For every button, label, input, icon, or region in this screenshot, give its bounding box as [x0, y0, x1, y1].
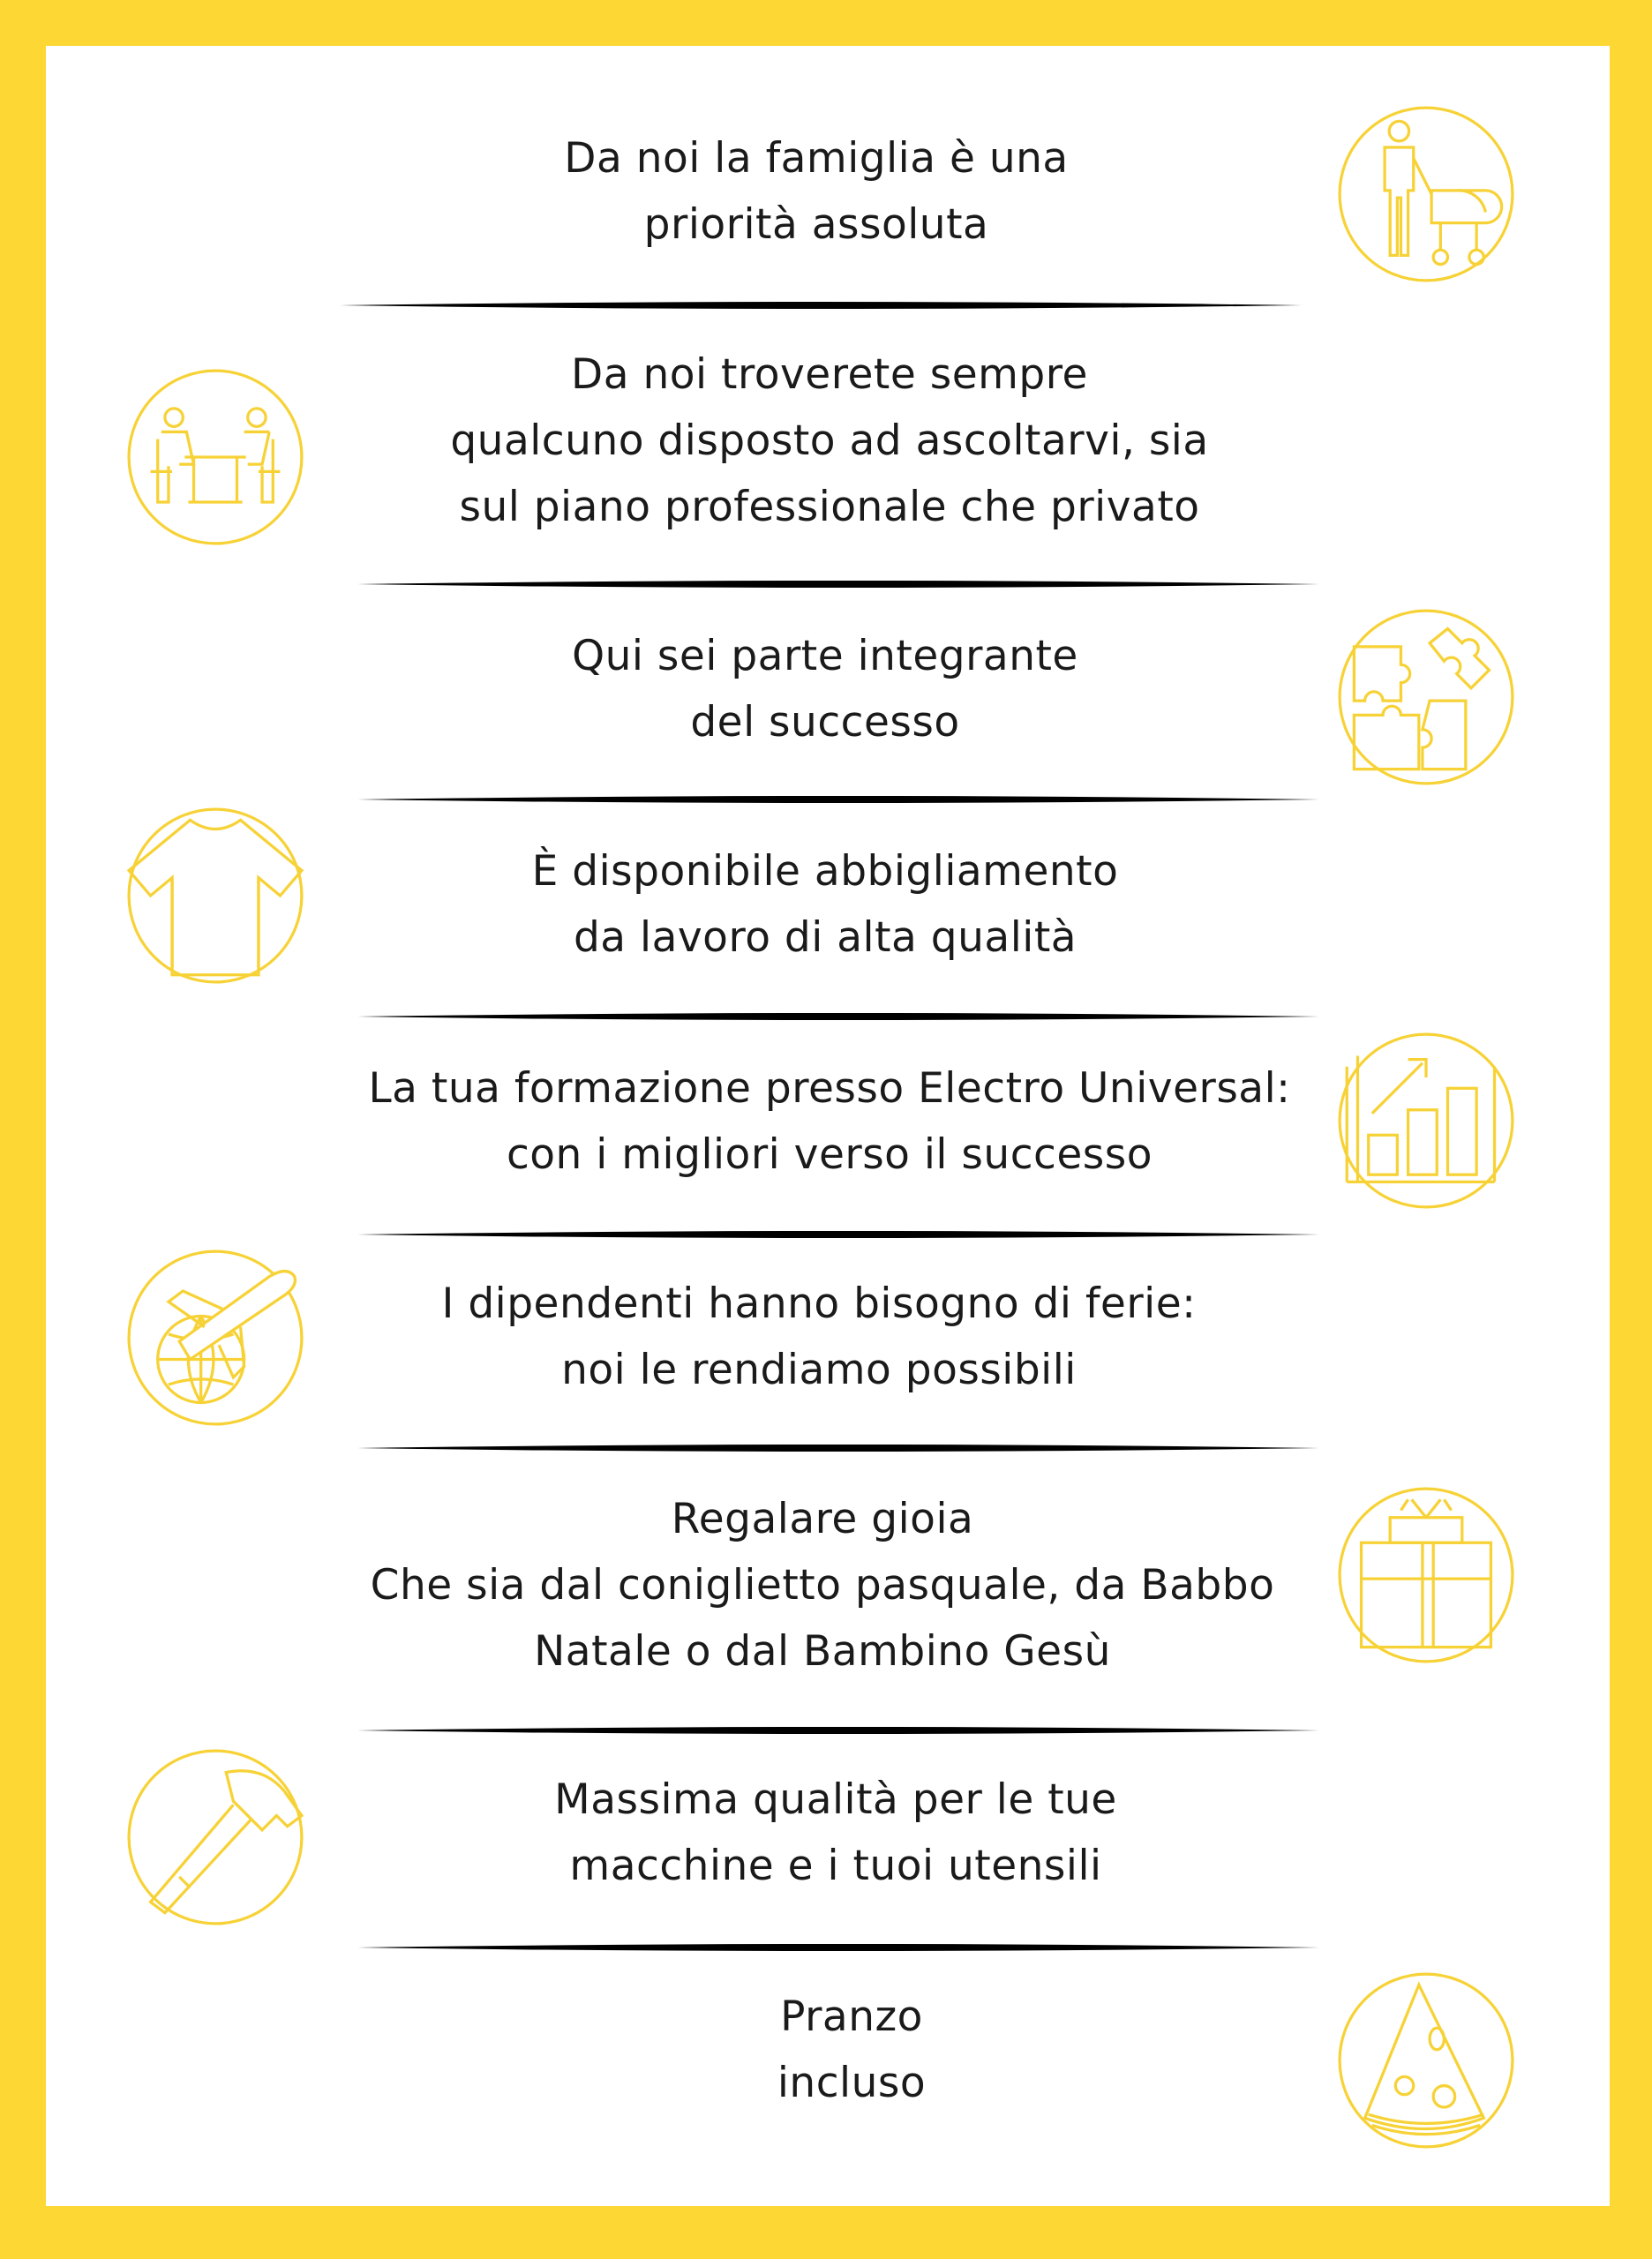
section-divider	[357, 1009, 1319, 1024]
benefit-text-success: Qui sei parte integrante del successo	[572, 632, 1078, 747]
airplane-globe-icon	[125, 1248, 305, 1428]
section-divider	[357, 1441, 1319, 1455]
benefit-text-listening: Da noi troverete sempre qualcuno disposto ad ascoltarvi, sia sul piano professionale che privato	[450, 350, 1209, 531]
pizza-slice-icon	[1336, 1970, 1516, 2150]
benefit-text-vacation: I dipendenti hanno bisogno di ferie: noi le rendiamo possibili	[441, 1280, 1197, 1394]
benefit-text-lunch: Pranzo incluso	[777, 1993, 927, 2107]
section-divider	[357, 1940, 1319, 1955]
benefit-text-workwear: È disponibile abbigliamento da lavoro di alta qualità	[531, 847, 1119, 962]
benefit-text-family: Da noi la famiglia è una priorità assoluta	[564, 134, 1069, 249]
benefit-text-tools: Massima qualità per le tue macchine e i tuoi utensili	[554, 1775, 1117, 1890]
benefit-text-holidays: Regalare gioia Che sia dal coniglietto pasquale, da Babbo Natale o dal Bambino Gesù	[370, 1495, 1275, 1676]
meeting-table-icon	[125, 367, 305, 547]
hammer-icon	[125, 1747, 305, 1927]
parent-with-stroller-icon	[1336, 104, 1516, 284]
section-divider	[357, 1723, 1319, 1737]
gift-icon	[1336, 1485, 1516, 1665]
growth-chart-icon	[1336, 1031, 1516, 1211]
section-divider	[357, 792, 1319, 807]
tshirt-icon	[125, 806, 305, 986]
section-divider	[357, 1227, 1319, 1242]
section-divider	[357, 577, 1319, 591]
section-divider	[340, 298, 1302, 312]
benefit-text-training: La tua formazione presso Electro Universal: con i migliori verso il successo	[368, 1064, 1291, 1179]
puzzle-icon	[1336, 607, 1516, 787]
